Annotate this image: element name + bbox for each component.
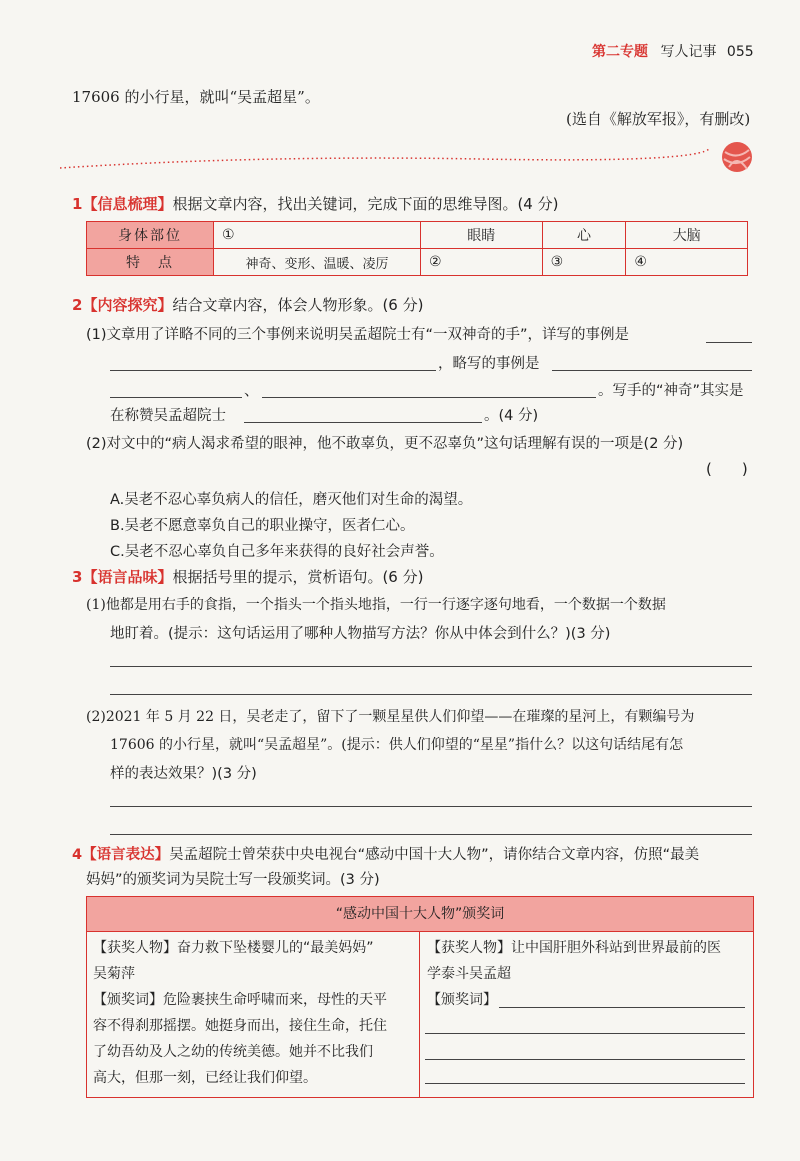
answer-line[interactable] [110,370,436,371]
q2-p1-line2: ，略写的事例是 [438,356,540,372]
table-cell: 神奇、变形、温暖、凌厉 [214,249,421,276]
answer-line[interactable] [499,1007,745,1008]
q2-tag: 【内容探究】 [82,296,173,314]
answer-line[interactable] [262,397,596,398]
q3-p1-line2: 地盯着。(提示：这句话运用了哪种人物描写方法？你从中体会到什么？)(3 分) [110,626,611,642]
answer-line[interactable] [706,342,752,343]
q3-p2-line1: (2)2021 年 5 月 22 日，吴老走了，留下了一颗星星供人们仰望——在璀璨的星河上，有颗编号为 [86,709,695,725]
header-topic: 第二专题 [592,44,648,60]
answer-paren[interactable]: ( ) [706,460,748,478]
q2-p1-line3a: 、 [244,381,260,399]
q1-number: 1 [72,195,83,213]
answer-line[interactable] [425,1083,745,1084]
q2-p1-line1: (1)文章用了详略不同的三个事例来说明吴孟超院士有“一双神奇的手”，详写的事例是 [86,327,630,343]
q4-heading [72,843,699,864]
q3-p2-line2: 17606 的小行星，就叫“吴孟超星”。(提示：供人们仰望的“星星”指什么？以这句话结尾有怎 [110,737,684,753]
left-line: 高大，但那一刻，已经让我们仰望。 [93,1070,317,1086]
table-cell[interactable]: ② [421,249,543,276]
left-line: 容不得刹那摇摆。她挺身而出，接住生命，托住 [93,1018,387,1034]
table-cell: 心 [542,222,626,249]
intro-line: 17606 的小行星，就叫“吴孟超星”。 [72,88,320,106]
q2-heading [72,294,423,315]
answer-line[interactable] [110,397,242,398]
q1-tag: 【信息梳理】 [82,195,173,213]
left-line: 【获奖人物】奋力救下坠楼婴儿的“最美妈妈” [93,940,374,956]
right-line: 【颁奖词】 [427,992,497,1008]
q2-p2-line1: (2)对文中的“病人渴求希望的眼神，他不敢辜负，更不忍辜负”这句话理解有误的一项是(2 分) [86,436,684,452]
answer-line[interactable] [110,806,752,807]
left-line: 【颁奖词】危险裹挟生命呼啸而来，母性的天平 [93,992,387,1008]
mind-map-table [86,221,748,276]
q3-p1-line1: (1)他都是用右手的食指，一个指头一个指头地指，一行一行逐字逐句地看，一个数据一个数据 [86,597,666,613]
q2-number: 2 [72,296,83,314]
q3-text: 根据括号里的提示，赏析语句。(6 分) [172,568,424,586]
table-cell: 大脑 [626,222,748,249]
q3-number: 3 [72,568,83,586]
table-cell[interactable]: ④ [626,249,748,276]
table-cell[interactable]: ① [214,222,421,249]
table-row [87,222,748,249]
q4-text-line1: 吴孟超院士曾荣获中央电视台“感动中国十大人物”，请你结合文章内容，仿照“最美 [169,847,700,863]
q4-number: 4 [72,847,83,863]
answer-line[interactable] [244,422,482,423]
box-divider [419,931,420,1097]
source-note: (选自《解放军报》，有删改) [566,110,751,128]
award-box-title: “感动中国十大人物”颁奖词 [87,897,753,932]
option-b: B.吴老不愿意辜负自己的职业操守，医者仁心。 [110,518,415,534]
answer-line[interactable] [425,1059,745,1060]
option-c: C.吴老不忍心辜负自己多年来获得的良好社会声誉。 [110,544,444,560]
table-cell: 眼睛 [421,222,543,249]
q1-text: 根据文章内容，找出关键词，完成下面的思维导图。(4 分) [172,195,559,213]
q4-text-line2: 妈妈”的颁奖词为吴院士写一段颁奖词。(3 分) [86,872,380,888]
q3-tag: 【语言品味】 [82,568,173,586]
right-line: 学泰斗吴孟超 [427,966,511,982]
answer-line[interactable] [110,694,752,695]
page-header [592,41,754,61]
left-line: 吴菊萍 [93,966,135,982]
q2-p1-line4b: 。(4 分) [484,408,539,424]
table-cell: 特 点 [87,249,214,276]
header-section: 写人记事 [660,44,717,60]
table-cell: 身体部位 [87,222,214,249]
yarn-ball-icon [720,140,754,174]
award-box [86,896,754,1098]
left-line: 了幼吾幼及人之幼的传统美德。她并不比我们 [93,1044,373,1060]
table-row [87,249,748,276]
q2-text: 结合文章内容，体会人物形象。(6 分) [172,296,424,314]
table-cell[interactable]: ③ [542,249,626,276]
answer-line[interactable] [110,666,752,667]
dotted-divider [60,143,720,173]
header-page-number: 055 [726,44,754,60]
answer-line[interactable] [110,834,752,835]
answer-line[interactable] [425,1033,745,1034]
right-line: 【获奖人物】让中国肝胆外科站到世界最前的医 [427,940,721,956]
q2-p1-line3b: 。写手的“神奇”其实是 [598,383,744,399]
q4-tag: 【语言表达】 [82,847,170,863]
answer-line[interactable] [552,370,752,371]
q2-p1-line4a: 在称赞吴孟超院士 [110,408,226,424]
q3-p2-line3: 样的表达效果？)(3 分) [110,766,257,782]
q3-heading [72,566,423,587]
option-a: A.吴老不忍心辜负病人的信任，磨灭他们对生命的渴望。 [110,492,473,508]
q1-heading [72,193,558,214]
